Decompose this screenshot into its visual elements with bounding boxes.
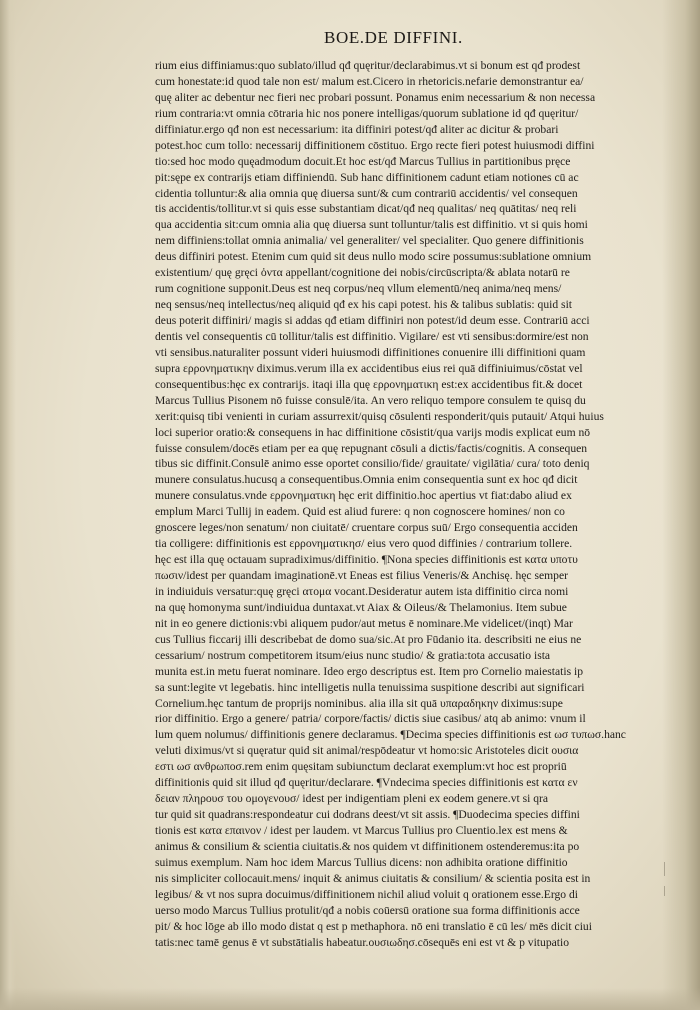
text-line: in indiuiduis versatur:quę gręci ατομα vocant.Desideratur autem ista diffinitio circa nomi [155, 584, 569, 598]
text-line: nem diffiniens:tollat omnia animalia/ vel generaliter/ vel specialiter. Quo genere diffinitionis [155, 234, 584, 248]
text-line: existentium/ quę gręci ὀντα appellant/cognitione dei nobis/circūscripta/& ablata notarū re [155, 266, 570, 280]
text-line: supra ερρονηματικην diximus.verum illa ex accidentibus eius rei quā diffiniuimus/cōstat vel [155, 361, 583, 375]
page-bottom-shadow [0, 988, 700, 1010]
text-line: cessarium/ nostrum competitorem itsum/eius nunc studio/ & gratia:tota accusatio ista [155, 648, 551, 662]
text-line: na quę homonyma sunt/indiuidua duntaxat.vt Aiax & Oileus/& Thelamonius. Item subue [155, 600, 567, 614]
text-line: animus & consilium & scientia ciuitatis.& nos quidem vt diffinitionem ostenderemus:ita po [155, 839, 580, 853]
text-line: rium eius diffiniamus:quo sublato/illud qđ quęritur/declarabimus.vt si bonum est qđ prodest [155, 59, 581, 72]
text-line: diffiniatur.ergo qđ non est necessarium: ita diffiniri potest/qđ aliter ac dicitur & probari [155, 122, 559, 136]
text-line: neq sensus/neq intellectus/neq aliquid qđ ex his capi potest. his & talibus sublatis: quid sit [155, 298, 573, 312]
page-edge-shadow [662, 0, 700, 1010]
text-line: rior diffinitio. Ergo a genere/ patria/ corpore/factis/ dictis siue casibus/ atq ab animo: vnum il [155, 712, 586, 726]
text-line: dentis vel consequentis cū tollitur/talis est diffinitio. Vigilare/ est vti sensibus:dormire/est non [155, 329, 589, 343]
text-line: tio:sed hoc modo quęadmodum docuit.Et hoc est/qđ Marcus Tullius in partitionibus pręce [155, 154, 571, 168]
text-line: xerit:quisq tibi venienti in curiam assurrexit/quisq cōsulenti responderit/quis putauit/ Atqui huius [155, 409, 604, 423]
text-line: πωσιν/idest per quandam imaginationē.vt Eneas est filius Veneris/& Anchisę. hęc semper [155, 569, 568, 582]
text-line: lum quem nolumus/ diffinitionis genere declaramus. ¶Decima species diffinitionis est ωσ τυπωσ.hanc [155, 728, 626, 742]
text-line: δειαν πληρουσ του ομογενουσ/ idest per indigentiam pleni ex eodem genere.vt si qra [155, 792, 549, 806]
text-line: uerso modo Marcus Tullius protulit/qđ a nobis coūersū oratione sua forma diffinitionis acce [155, 903, 580, 917]
text-line: legibus/ & vt nos supra docuimus/diffinitionem nichil aliud voluit q orationem esse.Ergo di [155, 887, 579, 901]
text-line: nis simpliciter collocauit.mens/ inquit & animus ciuitatis & consilium/ & scientia posita est in [155, 871, 591, 885]
text-line: veluti diximus/vt si quęratur quid sit animal/respōdeatur vt homo:sic Aristoteles dicit ουσια [155, 744, 579, 758]
text-line: potest.hoc cum tollo: necessarij diffinitionem cōstituo. Ergo recte fieri potest huiusmodi diffini [155, 138, 595, 152]
text-line: rum cognitione supponit.Deus est neq corpus/neq vllum elementū/neq anima/neq mens/ [155, 282, 562, 296]
text-line: munita est.in metu fuerat nominare. Ideo ergo descriptus est. Item pro Cornelio maiestatis ip [155, 664, 584, 678]
text-line: deus poterit diffiniri/ magis si addas qđ etiam diffiniri non potest/id deum esse. Contrariū acci [155, 314, 590, 327]
text-line: rium contraria:vt omnia cōtraria hic nos ponere intelligas/quorum sublatione id qđ quęritur/ [155, 106, 579, 120]
text-line: pit:sępe ex contrarijs etiam diffiniendū. Sub hanc diffinitionem cadunt etiam notiones cū ac [155, 170, 579, 184]
text-line: gnoscere leges/non senatum/ non ciuitatē/ cruentare corpus suū/ Ergo consequentia acciden [155, 521, 578, 535]
text-line: munere consulatus.hucusq a consequentibus.Omnia enim consequentia sunt ex hoc qđ dicit [155, 473, 578, 487]
paper-mark [664, 886, 665, 896]
text-line: tibus sic diffinit.Consulē animo esse oportet consilio/fide/ grauitate/ vigilātia/ cura/ toto deniq [155, 457, 590, 471]
body-text [155, 58, 658, 951]
text-line: pit/ & hoc lōge ab illo modo distat q est p methaphora. nō eni translatio ē cū les/ mēs dicit ciui [155, 919, 592, 933]
text-line: tatis:nec tamē genus ē vt substātialis habeatur.ουσιωδησ.cōsequēs eni est vt & p vitupatio [155, 935, 570, 949]
text-line: εστι ωσ ανθρωποσ.rem enim quęsitam subiunctum declarat exemplum:vt hoc est propriū [155, 760, 567, 774]
text-line: nit in eo genere dictionis:vbi aliquem pudor/aut metus ē nominare.Me videlicet/(inqt) Mar [155, 616, 573, 630]
text-line: cus Tullius ficcarij illi describebat de domo sua/sic.At pro Fūdanio ita. describsiti ne eius ne [155, 632, 582, 646]
text-line: tionis est κατα επαινον / idest per laudem. vt Marcus Tullius pro Cluentio.lex est mens & [155, 824, 568, 837]
text-line: tur quid sit quadrans:respondeatur cui dodrans deest/vt sit assis. ¶Duodecima species diffini [155, 808, 580, 822]
text-line: cidentia tolluntur:& alia omnia quę diuersa sunt/& cum contrariū accidentis/ vel consequen [155, 186, 578, 200]
text-line: vti sensibus.naturaliter possunt videri huiusmodi diffinitiones conuenire illi diffinitioni quam [155, 345, 586, 359]
text-line: fuisse consulem/docēs etiam per ea quę repugnant cōsuli a dictis/factis/cognitis. A consequen [155, 441, 588, 455]
text-line: suimus exemplum. Nam hoc idem Marcus Tullius dicens: non adhibita oratione diffinitio [155, 855, 568, 869]
text-line: deus diffiniri potest. Etenim cum quid sit deus nullo modo scire possumus:sublatione omnium [155, 250, 592, 264]
text-line: loci superior oratio:& consequens in hac diffinitione cōsistit/qua varijs modis explicat eum nō [155, 425, 591, 439]
text-line: hęc est illa quę octauam supradiximus/diffinitio. ¶Nona species diffinitionis est κατα υποτυ [155, 553, 578, 567]
paper-mark [664, 862, 665, 876]
page-gutter-shadow [0, 0, 16, 1010]
running-head: BOE.DE DIFFINI. [324, 28, 463, 47]
text-line: Cornelium.hęc tantum de proprijs nominibus. alia illa sit quā υπαραδηκην diximus:supe [155, 696, 563, 710]
text-line: Marcus Tullius Pisonem nō fuisse consulē/ita. An vero reliquo tempore consulem te quisq du [155, 393, 586, 407]
text-line: qua accidentia sit:cum omnia alia quę diuersa sunt tolluntur/talis est diffinitio. vt si quis homi [155, 218, 588, 232]
text-line: tis accidentis/tollitur.vt si quis esse substantiam dicat/qđ neq qualitas/ neq quātitas/ neq reli [155, 202, 577, 216]
text-line: diffinitionis quid sit illud qđ quęritur/declarare. ¶Vndecima species diffinitionis est κατα εν [155, 776, 578, 790]
text-line: emplum Marci Tullij in eadem. Quid est aliud furere: q non cognoscere homines/ non co [155, 505, 565, 519]
text-line: munere consulatus.vnde ερρονηματικη hęc erit diffinitio.hoc apertius vt fiat:dabo aliud ex [155, 489, 572, 503]
text-line: quę aliter ac debentur nec fieri nec probari possunt. Ponamus enim necessarium & non necessa [155, 90, 596, 104]
text-line: cum honestate:id quod tale non est/ malum est.Cicero in rhetoricis.nefarie demonstrantur ea/ [155, 74, 584, 88]
text-line: sa sunt:legite vt legebatis. hinc intelligetis nulla tenuissima suspitione describi aut significari [155, 680, 585, 694]
text-line: consequentibus:hęc ex contrarijs. itaqi illa quę ερρονηματικη est:ex accidentibus fit.& docet [155, 377, 583, 391]
text-line: tia colligere: diffinitionis est ερρονηματικησ/ eius vero quod diffinies / contrarium tollere. [155, 537, 573, 551]
